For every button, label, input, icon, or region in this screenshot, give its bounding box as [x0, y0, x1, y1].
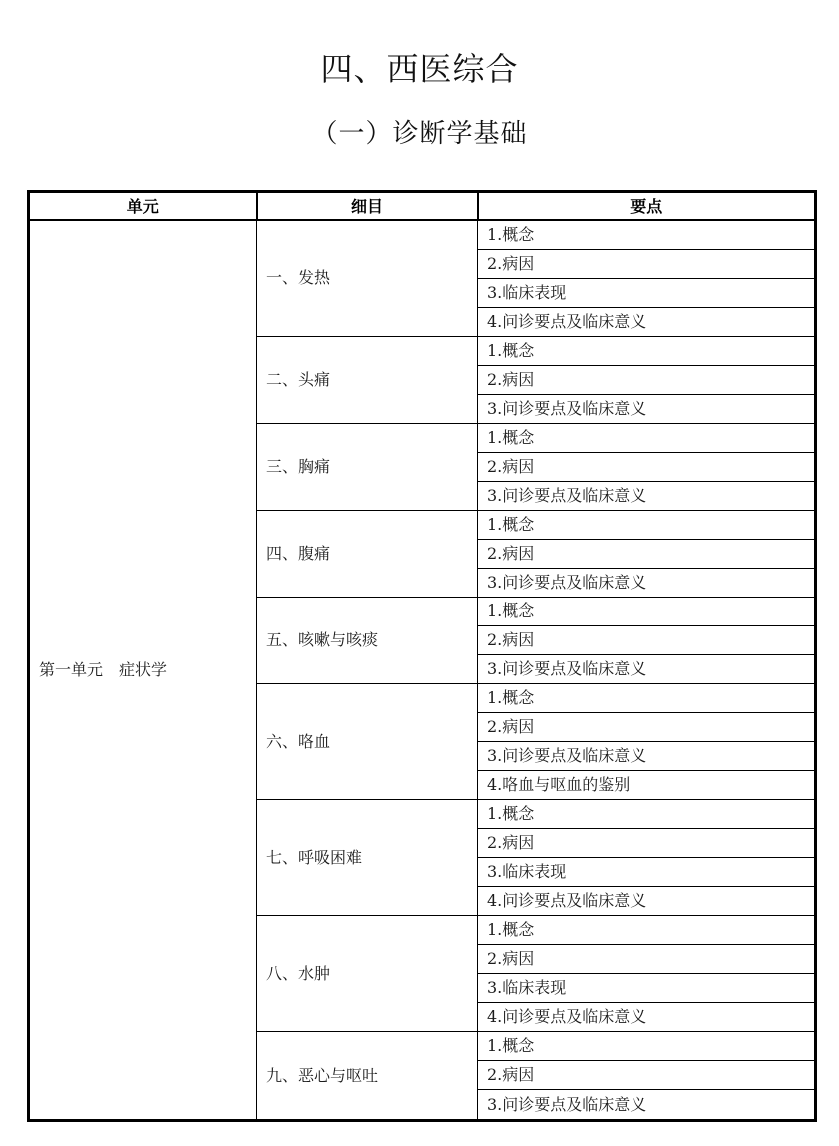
unit-cell: 第一单元 症状学: [29, 220, 257, 1121]
point-cell: 3.问诊要点及临床意义: [478, 742, 816, 771]
point-cell: 2.病因: [478, 452, 816, 481]
column-header-item: 细目: [257, 192, 478, 220]
point-cell: 3.临床表现: [478, 858, 816, 887]
point-cell: 3.问诊要点及临床意义: [478, 1090, 816, 1121]
item-cell: 五、咳嗽与咳痰: [257, 597, 478, 684]
point-cell: 4.问诊要点及临床意义: [478, 1003, 816, 1032]
point-cell: 3.问诊要点及临床意义: [478, 568, 816, 597]
point-cell: 3.问诊要点及临床意义: [478, 394, 816, 423]
point-cell: 1.概念: [478, 423, 816, 452]
point-cell: 2.病因: [478, 539, 816, 568]
point-cell: 1.概念: [478, 800, 816, 829]
table-row: [29, 220, 816, 250]
point-cell: 2.病因: [478, 626, 816, 655]
point-cell: 2.病因: [478, 365, 816, 394]
point-cell: 4.问诊要点及临床意义: [478, 307, 816, 336]
column-header-points: 要点: [478, 192, 816, 220]
header-row: [29, 192, 816, 220]
point-cell: 2.病因: [478, 829, 816, 858]
point-cell: 1.概念: [478, 1032, 816, 1061]
point-cell: 1.概念: [478, 684, 816, 713]
column-header-unit: 单元: [29, 192, 257, 220]
point-cell: 3.临床表现: [478, 974, 816, 1003]
point-cell: 3.问诊要点及临床意义: [478, 655, 816, 684]
item-cell: 九、恶心与呕吐: [257, 1032, 478, 1121]
table-body: [29, 220, 816, 1121]
point-cell: 1.概念: [478, 336, 816, 365]
point-cell: 2.病因: [478, 1061, 816, 1090]
point-cell: 3.问诊要点及临床意义: [478, 481, 816, 510]
item-cell: 一、发热: [257, 220, 478, 337]
point-cell: 2.病因: [478, 249, 816, 278]
point-cell: 4.问诊要点及临床意义: [478, 887, 816, 916]
item-cell: 七、呼吸困难: [257, 800, 478, 916]
point-cell: 4.咯血与呕血的鉴别: [478, 771, 816, 800]
point-cell: 1.概念: [478, 597, 816, 626]
point-cell: 1.概念: [478, 916, 816, 945]
page-title: 四、西医综合: [320, 50, 519, 88]
point-cell: 1.概念: [478, 220, 816, 250]
item-cell: 三、胸痛: [257, 423, 478, 510]
page-subtitle: （一）诊断学基础: [311, 119, 528, 150]
item-cell: 八、水肿: [257, 916, 478, 1032]
item-cell: 二、头痛: [257, 336, 478, 423]
point-cell: 2.病因: [478, 713, 816, 742]
point-cell: 3.临床表现: [478, 278, 816, 307]
syllabus-table: [27, 190, 817, 1122]
item-cell: 六、咯血: [257, 684, 478, 800]
point-cell: 1.概念: [478, 510, 816, 539]
point-cell: 2.病因: [478, 945, 816, 974]
item-cell: 四、腹痛: [257, 510, 478, 597]
